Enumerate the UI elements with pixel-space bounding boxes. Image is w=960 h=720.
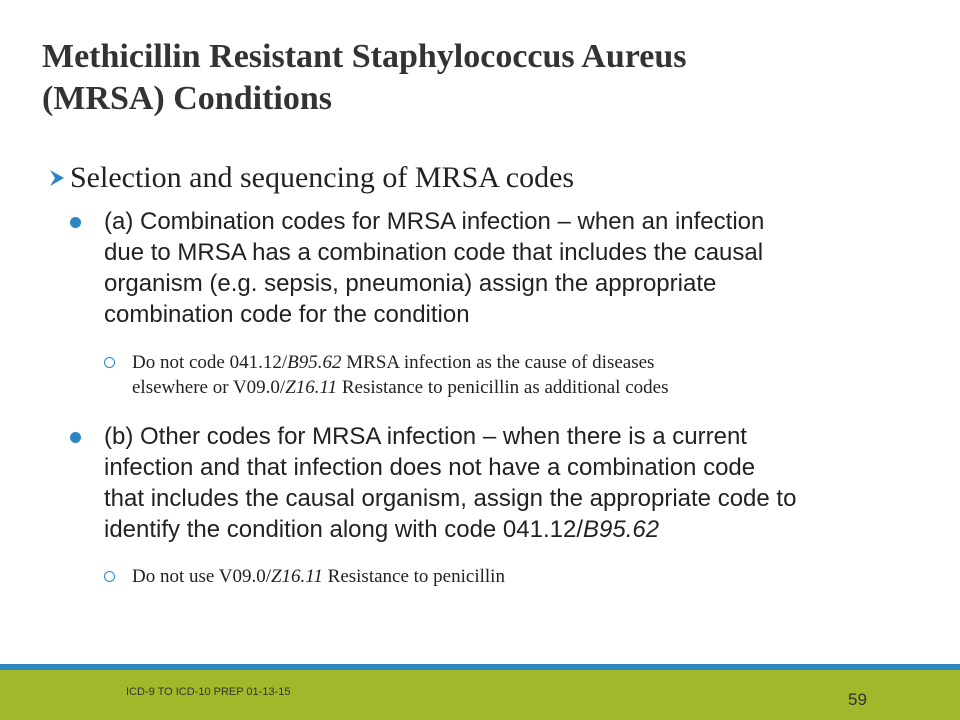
sub-bullet-b xyxy=(104,564,904,590)
bullet-b xyxy=(64,421,934,545)
hollow-circle-icon xyxy=(104,571,115,582)
hollow-circle-icon xyxy=(104,357,115,368)
sub-bullet-b-text xyxy=(132,564,902,589)
bullet-a-text xyxy=(104,206,934,330)
bullet-a-line-2: due to MRSA has a combination code that includes the causal xyxy=(104,239,764,266)
slide-title xyxy=(42,36,922,120)
icd10-code: B95.62 xyxy=(287,352,342,373)
sub-a-line-1: Do not code 041.12/B95.62 MRSA infection as the cause of diseases xyxy=(132,352,655,373)
arrow-right-icon xyxy=(48,169,66,187)
heading-text: Selection and sequencing of MRSA codes xyxy=(70,161,575,194)
sub-bullet-a-text xyxy=(132,350,902,400)
sub-b-line-1: Do not use V09.0/Z16.11 Resistance to penicillin xyxy=(132,566,505,587)
bullet-b-line-3: that includes the causal organism, assign the appropriate code to xyxy=(104,485,797,512)
page-number: 59 xyxy=(848,690,867,709)
bullet-b-line-4: identify the condition along with code 041.12/B95.62 xyxy=(104,516,660,543)
sub-a-line-2: elsewhere or V09.0/Z16.11 Resistance to penicillin as additional codes xyxy=(132,377,669,398)
icd10-code: Z16.11 xyxy=(285,377,338,398)
bullet-a-line-3: organism (e.g. sepsis, pneumonia) assign the appropriate xyxy=(104,270,717,297)
sub-bullet-a xyxy=(104,350,904,402)
bullet-b-text xyxy=(104,421,934,545)
heading-row xyxy=(42,158,922,198)
icd10-code: B95.62 xyxy=(583,516,660,543)
filled-circle-icon xyxy=(70,432,81,443)
bullet-a-line-4: combination code for the condition xyxy=(104,301,470,328)
footer-text: ICD-9 TO ICD-10 PREP 01-13-15 xyxy=(126,686,291,698)
bullet-a-line-1: (a) Combination codes for MRSA infection – when an infection xyxy=(104,208,765,235)
title-line-1: Methicillin Resistant Staphylococcus Aureus xyxy=(42,38,687,75)
bullet-b-line-2: infection and that infection does not have a combination code xyxy=(104,454,756,481)
bullet-a xyxy=(64,206,934,330)
title-line-2: (MRSA) Conditions xyxy=(42,80,332,117)
icd10-code: Z16.11 xyxy=(270,566,323,587)
filled-circle-icon xyxy=(70,217,81,228)
bullet-b-line-1: (b) Other codes for MRSA infection – when there is a current xyxy=(104,423,747,450)
